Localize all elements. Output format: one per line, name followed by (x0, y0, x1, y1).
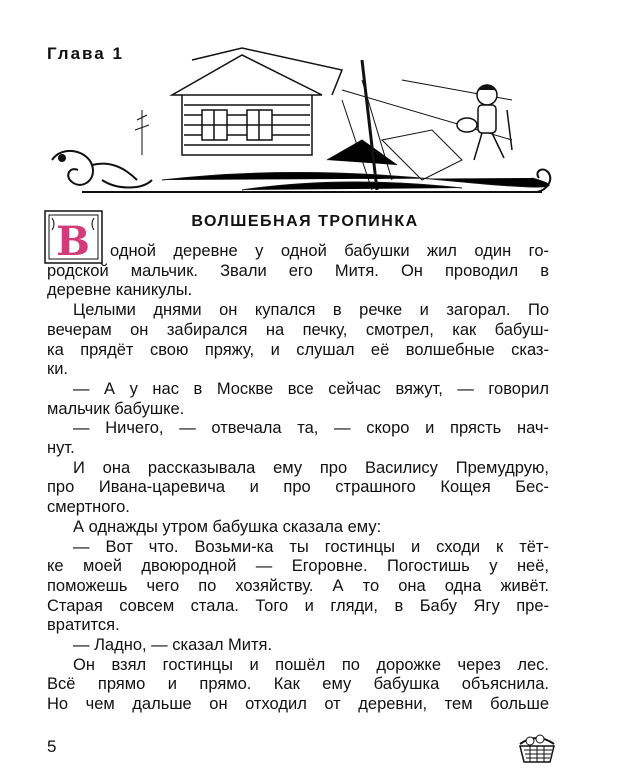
text-line: — Ладно, — сказал Митя. (73, 636, 273, 655)
text-line: ки. (47, 360, 69, 379)
text-line: ка прядёт свою пряжу, и слушал её волшебные сказ- (47, 340, 549, 359)
text-line: И она рассказывала ему про Василису Премудрую, (73, 458, 549, 477)
text-line: А однажды утром бабушка сказала ему: (73, 517, 382, 536)
text-line: деревне каникулы. (47, 281, 193, 300)
ornament-left-icon (52, 151, 152, 188)
text-line: — Ничего, — отвечала та, — скоро и прясть нач- (73, 419, 549, 438)
text-line: мальчик бабушке. (47, 399, 185, 418)
basket-icon (516, 728, 558, 764)
text-line: вратится. (47, 616, 120, 635)
text-line: вечерам он забирался на печку, смотрел, как бабуш- (47, 320, 549, 339)
text-line: поможешь чего по хозяйству. А то она одна живёт. (47, 576, 549, 595)
text-line: Целыми днями он купался в речке и загорал. По (73, 301, 549, 320)
chapter-heading: Глава 1 (47, 44, 124, 63)
text-line: Он взял гостинцы и пошёл по дорожке через лес. (73, 655, 549, 674)
text-line: — А у нас в Москве все сейчас вяжут, — говорил (73, 379, 549, 398)
text-line: родской мальчик. Звали его Митя. Он проводил в (47, 261, 549, 280)
text-line: Всё прямо и прямо. Как ему бабушка объяснила. (47, 675, 549, 694)
boy-icon (457, 85, 512, 160)
dropcap-letter: В (56, 218, 90, 264)
story-title: ВОЛШЕБНАЯ ТРОПИНКА (191, 213, 419, 230)
house-icon (172, 48, 342, 155)
page-number: 5 (47, 737, 57, 756)
text-line: — Вот что. Возьми-ка ты гостинцы и сходи к тёт- (73, 537, 549, 556)
text-line: ке моей двоюродной — Егоровне. Погостишь у неё, (47, 557, 549, 576)
text-line: одной деревне у одной бабушки жил один го- (110, 242, 549, 260)
story-text (47, 242, 549, 715)
text-line: Но чем дальше он отходил от деревни, тем больше (47, 695, 549, 714)
text-line: Старая совсем стала. Того и гляди, в Бабу Ягу пре- (47, 596, 549, 615)
text-line: про Ивана-царевича и про страшного Кощея Бес- (47, 478, 549, 497)
text-line: смертного. (47, 498, 130, 517)
village-illustration (42, 40, 566, 200)
text-line: нут. (47, 439, 75, 458)
